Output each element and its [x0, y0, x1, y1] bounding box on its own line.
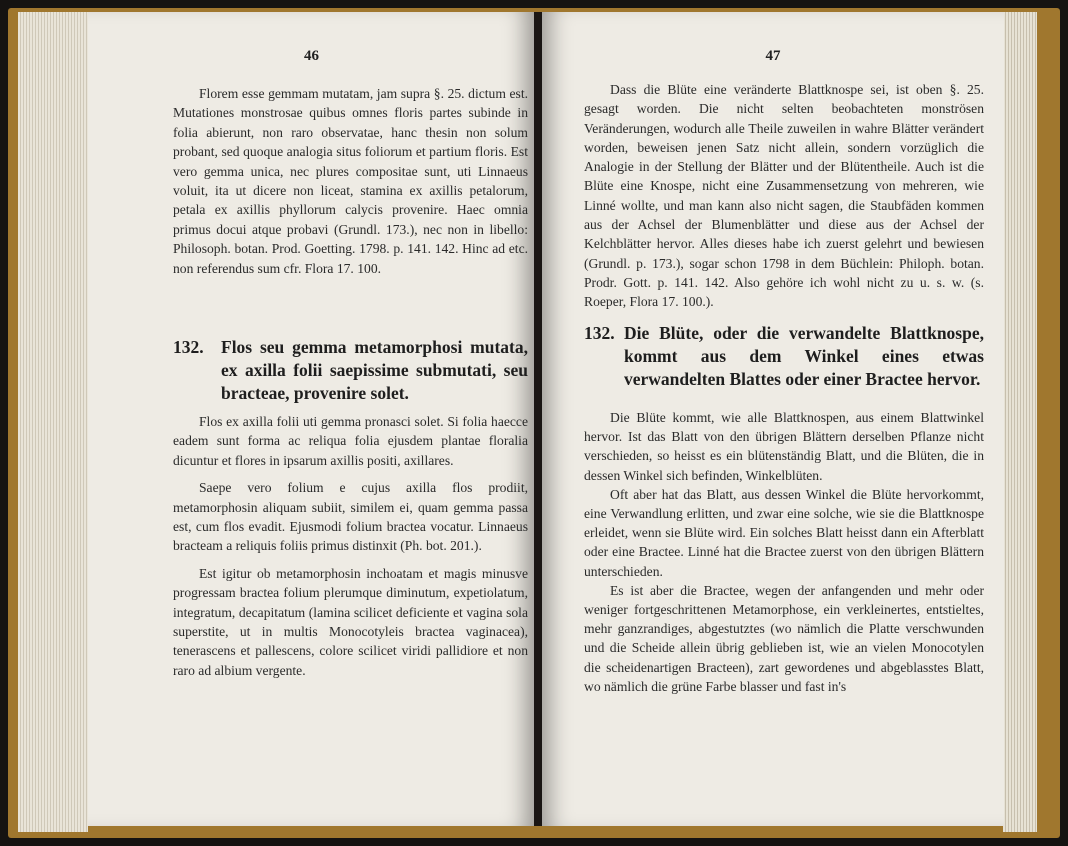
page-edges-left: [18, 12, 88, 832]
paragraph: Flos ex axilla folii uti gemma pronasci solet. Si folia haecce eadem sunt forma ac reliqua folia ejusdem plantae floralia dicuntur et flores in ipsarum axillis positi, axillares.: [173, 414, 528, 468]
section-title: Flos seu gemma metamorphosi mutata, ex axilla folii saepissime submutati, seu bracteae, provenire solet.: [221, 337, 528, 403]
section-heading: [173, 336, 528, 405]
paragraph: Florem esse gemmam mutatam, jam supra §. 25. dictum est. Mutationes monstrosae quibus omnes floris partes subinde in folia abierunt, non raro observatae, hanc thesin non solum probant, sed quoque analogia situs foliorum et partium floris. Est vero gemma unica, nec plures compositae sunt, uti Linnaeus voluit, ita ut dicere non liceat, stamina ex axillis petalorum, petala ex axillis phyllorum calycis provenire. Haec omnia primus docui atque probavi (Grundl. 173.), nec non in libello: Philosoph. botan. Prod. Goetting. 1798. p. 141. 142. Hinc ad etc. non referendus sum cfr. Flora 17. 100.: [173, 86, 528, 276]
page-number: 47: [765, 48, 781, 64]
left-page: [88, 12, 535, 826]
page-number: 46: [304, 48, 319, 64]
paragraph: Est igitur ob metamorphosin inchoatam et magis minusve progressam bractea folium plerumque diminutum, expetiolatum, integratum, decapitatum (lamina scilicet deficiente et vagina sola superstite, ut in multis Monocotyleis bractea vaginacea), tenerascens et pallescens, colore scilicet viridi pallidiore et non raro ad albium vergente.: [173, 565, 528, 678]
paragraph: Oft aber hat das Blatt, aus dessen Winkel die Blüte hervorkommt, eine Verwandlung erlitten, und zwar eine solche, wie sie die Blattknospe erleidet, wenn sie Blüte wird. Ein solches Blatt heisst dann ein Afterblatt oder eine Bractee. Linné hat die Bractee zuerst von den übrigen Blättern unterschieden.: [584, 486, 984, 579]
section-number: 132.: [584, 323, 615, 343]
paragraph: Dass die Blüte eine veränderte Blattknospe sei, ist oben §. 25. gesagt worden. Die nicht selten beobachteten monströsen Veränderungen, wodurch alle Theile zuweilen in wahre Blätter verändert worden, beweisen jenen Satz nicht allein, sondern vorzüglich die Analogie in der Stellung der Blätter und der Blütentheile. Auch ist die Blüte eine Knospe, nicht eine Zusammensetzung von mehreren, wie Linné wollte, und man kann also nicht sagen, die Staubfäden kommen aus der Achsel der Blumenblätter und diese aus der Achsel der Kelchblätter hervor. Alles dieses habe ich zuerst gelehrt und bewiesen (Grundl. p. 173.), sogar schon 1798 in dem Büchlein: Philoph. botan. Prodr. Gott. p. 141. 142. Also gehöre ich wohl nicht zu u. s. w. (s. Roeper, Flora 17. 100.).: [584, 82, 984, 310]
paragraph: Die Blüte kommt, wie alle Blattknospen, aus einem Blattwinkel hervor. Ist das Blatt von den übrigen Blättern derselben Pflanze nicht verschieden, so heisst es ein blütenständig Blatt, und die Blüten, die in dessen Winkel sich befinden, Winkelblüten.: [584, 410, 984, 483]
text-block: [173, 412, 528, 680]
paragraph: Es ist aber die Bractee, wegen der anfangenden und mehr oder weniger fortgeschrittenen Metamorphose, ein verkleinertes, entstieltes, mehr ganzrandiges, abgestutztes (wo nämlich die Platte verschwunden und die Scheide allein übrig geblieben ist, wie an vielen Monocotylen die scheidenartigen Bracteen), zart gewordenes und abgeblasstes Blatt, wo nämlich die grüne Farbe blasser und fast in's: [584, 582, 984, 694]
section-heading: [584, 322, 984, 391]
right-page: [542, 12, 1004, 826]
paragraph: Saepe vero folium e cujus axilla flos prodiit, metamorphosin aliquam subiit, similem ei, quam gemma passa est, cum flos evadit. Ejusmodi folium bractea vocatur. Linnaeus bracteam a reliquis foliis primus distinxit (Ph. bot. 201.).: [173, 480, 528, 554]
text-block: [584, 408, 984, 696]
page-edges-right: [1003, 12, 1037, 832]
text-block: [173, 84, 528, 278]
section-title: Die Blüte, oder die verwandelte Blattknospe, kommt aus dem Winkel eines etwas verwandelten Blattes oder einer Bractee hervor.: [624, 323, 984, 389]
section-number: 132.: [173, 337, 204, 357]
text-block: [584, 80, 984, 312]
